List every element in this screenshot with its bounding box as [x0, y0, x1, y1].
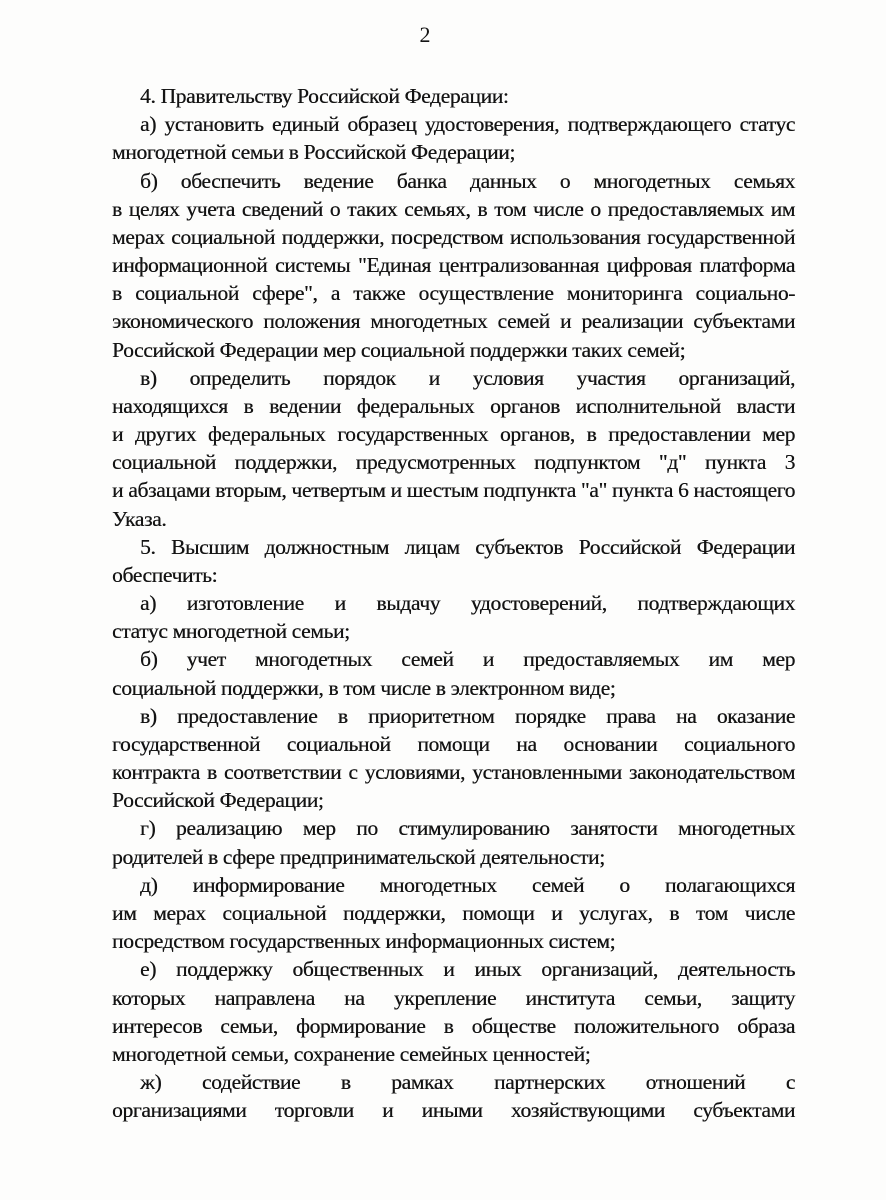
text-line: мерах социальной поддержки, посредством использования государственной [112, 224, 795, 249]
text-line: ж) содействие в рамках партнерских отношений с [140, 1070, 795, 1095]
paragraph [112, 814, 795, 870]
text-line: и абзацами вторым, четвертым и шестым подпункта "а" пункта 6 настоящего [112, 478, 795, 503]
text-line: 4. Правительству Российской Федерации: [140, 84, 509, 108]
paragraph [112, 645, 795, 701]
text-line: информационной системы "Единая централизованная цифровая платформа [112, 253, 795, 278]
paragraph [112, 871, 795, 956]
text-line: г) реализацию мер по стимулированию занятости многодетных [140, 816, 795, 841]
text-line: организациями торговли и иными хозяйствующими субъектами [112, 1098, 795, 1123]
text-line: которых направлена на укрепление института семьи, защиту [112, 985, 795, 1010]
paragraph [112, 702, 795, 815]
text-line: многодетной семьи в Российской Федерации; [112, 140, 515, 165]
text-line: б) обеспечить ведение банка данных о многодетных семьях [140, 168, 795, 193]
text-line: посредством государственных информационных систем; [112, 929, 616, 954]
paragraph [112, 82, 795, 110]
text-line: интересов семьи, формирование в обществе положительного образа [112, 1013, 795, 1038]
text-line: и других федеральных государственных органов, в предоставлении мер [112, 422, 795, 447]
text-line: Российской Федерации; [112, 788, 324, 813]
paragraph [112, 955, 795, 1068]
text-line: Российской Федерации мер социальной поддержки таких семей; [112, 337, 686, 362]
paragraph [112, 364, 795, 533]
text-line: а) изготовление и выдачу удостоверений, подтверждающих [140, 591, 795, 616]
text-line: экономического положения многодетных семей и реализации субъектами [112, 309, 795, 334]
document-body [112, 82, 795, 1124]
text-line: социальной поддержки, в том числе в электронном виде; [112, 675, 616, 700]
text-line: государственной социальной помощи на основании социального [112, 731, 795, 756]
text-line: е) поддержку общественных и иных организаций, деятельность [140, 957, 795, 982]
text-line: Указа. [112, 506, 167, 531]
text-line: а) установить единый образец удостоверения, подтверждающего статус [140, 112, 795, 137]
text-line: им мерах социальной поддержки, помощи и услугах, в том числе [112, 900, 795, 925]
text-line: в целях учета сведений о таких семьях, в том числе о предоставляемых им [112, 196, 795, 221]
text-line: находящихся в ведении федеральных органов исполнительной власти [112, 393, 795, 418]
paragraph [112, 167, 795, 364]
text-line: в социальной сфере", а также осуществление мониторинга социально- [112, 281, 795, 306]
text-line: д) информирование многодетных семей о полагающихся [140, 872, 795, 897]
text-line: в) определить порядок и условия участия организаций, [140, 365, 795, 390]
text-line: обеспечить: [112, 562, 218, 587]
text-line: 5. Высшим должностным лицам субъектов Российской Федерации [140, 534, 795, 559]
text-line: контракта в соответствии с условиями, установленными законодательством [112, 760, 795, 785]
text-line: б) учет многодетных семей и предоставляемых им мер [140, 647, 795, 672]
text-line: многодетной семьи, сохранение семейных ценностей; [112, 1041, 591, 1066]
page-number: 2 [419, 22, 431, 47]
paragraph [112, 533, 795, 589]
paragraph [112, 1068, 795, 1124]
text-line: социальной поддержки, предусмотренных подпунктом "д" пункта 3 [112, 450, 795, 475]
paragraph [112, 589, 795, 645]
text-line: родителей в сфере предпринимательской деятельности; [112, 844, 605, 869]
text-line: статус многодетной семьи; [112, 619, 350, 644]
paragraph [112, 110, 795, 166]
text-line: в) предоставление в приоритетном порядке права на оказание [140, 703, 795, 728]
